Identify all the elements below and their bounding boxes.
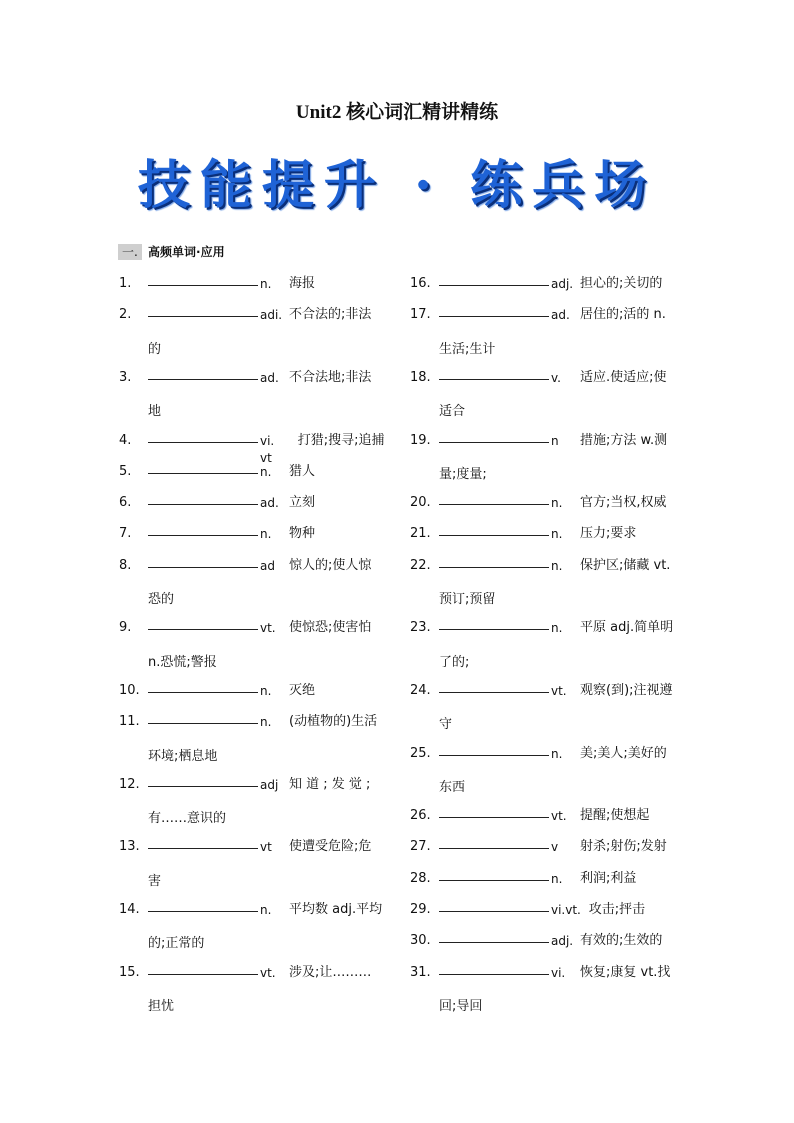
definition: 使遭受危险;危 (289, 839, 372, 855)
definition-continued: 的 (148, 341, 162, 357)
answer-blank[interactable] (439, 557, 549, 568)
part-of-speech: n. (551, 621, 563, 636)
answer-blank[interactable] (148, 901, 258, 912)
item-number: 4. (119, 432, 132, 448)
answer-blank[interactable] (148, 525, 258, 536)
definition-continued: 害 (148, 873, 162, 889)
answer-blank[interactable] (439, 306, 549, 317)
item-number: 31. (410, 964, 431, 980)
part-of-speech: vi. (551, 965, 566, 980)
definition: 压力;要求 (580, 526, 637, 542)
item-number: 26. (410, 808, 431, 824)
part-of-speech: ad. (551, 308, 570, 323)
part-of-speech: ad. (260, 496, 279, 511)
definition: 居住的;活的 n. (580, 307, 666, 323)
item-number: 27. (410, 839, 431, 855)
definition: 不合法的;非法 (289, 307, 372, 323)
answer-blank[interactable] (439, 369, 549, 380)
answer-blank[interactable] (148, 369, 258, 380)
answer-blank[interactable] (148, 306, 258, 317)
definition: 提醒;使想起 (580, 808, 650, 824)
definition: 有效的;生效的 (580, 933, 663, 949)
definition-continued: 量;度量; (439, 466, 487, 482)
definition-continued: 回;导回 (439, 998, 483, 1014)
definition: 知 道 ; 发 觉 ; (289, 776, 371, 792)
definition: 使惊恐;使害怕 (289, 620, 372, 636)
definition-continued: 生活;生计 (439, 341, 496, 357)
definition-continued: 恐的 (148, 592, 175, 607)
part-of-speech: vt. (551, 809, 567, 824)
answer-blank[interactable] (148, 838, 258, 849)
answer-blank[interactable] (148, 463, 258, 474)
answer-blank[interactable] (148, 713, 258, 724)
answer-blank[interactable] (439, 870, 549, 881)
item-number: 8. (119, 557, 132, 573)
part-of-speech: ad (260, 558, 275, 573)
answer-blank[interactable] (439, 619, 549, 630)
answer-blank[interactable] (439, 807, 549, 818)
part-of-speech: vt. (260, 965, 276, 980)
definition-continued: 有……意识的 (148, 811, 227, 827)
item-number: 15. (119, 964, 140, 980)
answer-blank[interactable] (148, 275, 258, 286)
item-number: 28. (410, 870, 431, 886)
definition-continued: 预订;预留 (439, 592, 496, 607)
definition-continued: 了的; (439, 654, 470, 670)
item-number: 22. (410, 557, 431, 573)
item-number: 1. (119, 276, 132, 291)
definition: (动植物的)生活 (289, 714, 378, 730)
part-of-speech: v. (551, 370, 561, 385)
part-of-speech: n. (260, 683, 272, 698)
answer-blank[interactable] (439, 525, 549, 536)
answer-blank[interactable] (148, 682, 258, 693)
definition: 适应.使适应;使 (580, 369, 667, 385)
answer-blank[interactable] (439, 745, 549, 756)
answer-blank[interactable] (439, 682, 549, 693)
answer-blank[interactable] (439, 964, 549, 975)
item-number: 3. (119, 369, 132, 385)
item-number: 2. (119, 307, 132, 323)
definition: 美;美人;美好的 (580, 745, 667, 761)
part-of-speech: n. (551, 527, 563, 542)
definition-continued: 适合 (439, 404, 466, 420)
item-number: 19. (410, 432, 431, 448)
answer-blank[interactable] (439, 932, 549, 943)
part-of-speech: n (551, 433, 559, 448)
item-number: 6. (119, 495, 132, 511)
answer-blank[interactable] (439, 494, 549, 505)
part-of-speech: v (551, 840, 559, 855)
part-of-speech: adj. (551, 934, 574, 949)
definition-continued: 东西 (439, 779, 466, 795)
definition: 保护区;储藏 vt. (580, 557, 671, 573)
part-of-speech: vt. (260, 621, 276, 636)
definition: 担心的;关切的 (580, 276, 663, 291)
section-heading (118, 243, 225, 260)
section-number: 一. (118, 244, 142, 260)
part-of-speech: vt (260, 840, 272, 855)
definition: 物种 (289, 526, 316, 542)
item-number: 10. (119, 682, 140, 698)
part-of-speech: vt. (551, 683, 567, 698)
answer-blank[interactable] (439, 275, 549, 286)
item-number: 24. (410, 682, 431, 698)
part-of-speech: n. (260, 464, 272, 479)
part-of-speech: n. (551, 871, 563, 886)
definition-continued: 地 (148, 404, 162, 420)
part-of-speech: adi. (260, 308, 283, 323)
definition-continued: 担忧 (148, 998, 175, 1014)
item-number: 18. (410, 369, 431, 385)
definition: 涉及;让……… (289, 964, 372, 980)
item-number: 9. (119, 620, 132, 636)
definition-continued: n.恐慌;警报 (148, 654, 217, 670)
item-number: 5. (119, 463, 132, 479)
answer-blank[interactable] (439, 838, 549, 849)
definition-continued: 守 (439, 717, 453, 733)
page-title: Unit2 核心词汇精讲精练 (295, 102, 499, 123)
part-of-speech: n. (260, 715, 272, 730)
part-of-speech: ad. (260, 370, 279, 385)
part-of-speech: n. (260, 277, 272, 291)
definition: 灭绝 (289, 682, 316, 698)
part-of-speech: n. (551, 746, 563, 761)
definition: 攻击;抨击 (588, 902, 646, 917)
definition: 官方;当权,权威 (580, 495, 667, 511)
definition-continued: 的;正常的 (148, 936, 205, 952)
definition: 不合法地;非法 (289, 369, 372, 385)
part-of-speech: adj (260, 777, 279, 792)
definition: 平原 adj.简单明 (580, 620, 674, 636)
definition: 立刻 (289, 495, 316, 511)
item-number: 30. (410, 933, 431, 949)
answer-blank[interactable] (148, 494, 258, 505)
item-number: 12. (119, 776, 140, 792)
section-label: 高频单词·应用 (148, 245, 225, 259)
definition: 措施;方法 w.测 (580, 432, 668, 448)
answer-blank[interactable] (148, 964, 258, 975)
part-of-speech: vi. vt (260, 433, 275, 465)
item-number: 13. (119, 839, 140, 855)
definition: 惊人的;使人惊 (289, 557, 372, 573)
definition: 利润;利益 (580, 870, 637, 886)
definition: 观察(到);注视遵 (580, 682, 673, 698)
part-of-speech: adj. (551, 277, 574, 291)
item-number: 29. (410, 902, 431, 917)
answer-blank[interactable] (439, 901, 549, 912)
definition: 平均数 adj.平均 (289, 902, 383, 917)
answer-blank[interactable] (148, 557, 258, 568)
item-number: 7. (119, 526, 132, 542)
definition: 海报 (289, 276, 316, 291)
answer-blank[interactable] (439, 432, 549, 443)
item-number: 23. (410, 620, 431, 636)
part-of-speech: n. (551, 558, 563, 573)
item-number: 21. (410, 526, 431, 542)
definition: 恢复;康复 vt.找 (580, 964, 671, 980)
part-of-speech: n. (260, 903, 272, 917)
answer-blank[interactable] (148, 432, 258, 443)
item-number: 20. (410, 495, 431, 511)
item-number: 25. (410, 745, 431, 761)
definition: 打猎;搜寻;追捕 (297, 432, 385, 448)
banner-heading: 技能提升 · 练兵场 (137, 155, 657, 216)
item-number: 14. (119, 902, 140, 917)
part-of-speech: n. (551, 496, 563, 511)
answer-blank[interactable] (148, 776, 258, 787)
definition-continued: 环境;栖息地 (148, 748, 218, 764)
item-number: 17. (410, 307, 431, 323)
item-number: 16. (410, 276, 431, 291)
part-of-speech: n. (260, 527, 272, 542)
part-of-speech: vi.vt. (551, 903, 581, 917)
definition: 猎人 (289, 463, 316, 479)
answer-blank[interactable] (148, 619, 258, 630)
definition: 射杀;射伤;发射 (580, 839, 667, 855)
item-number: 11. (119, 714, 140, 730)
